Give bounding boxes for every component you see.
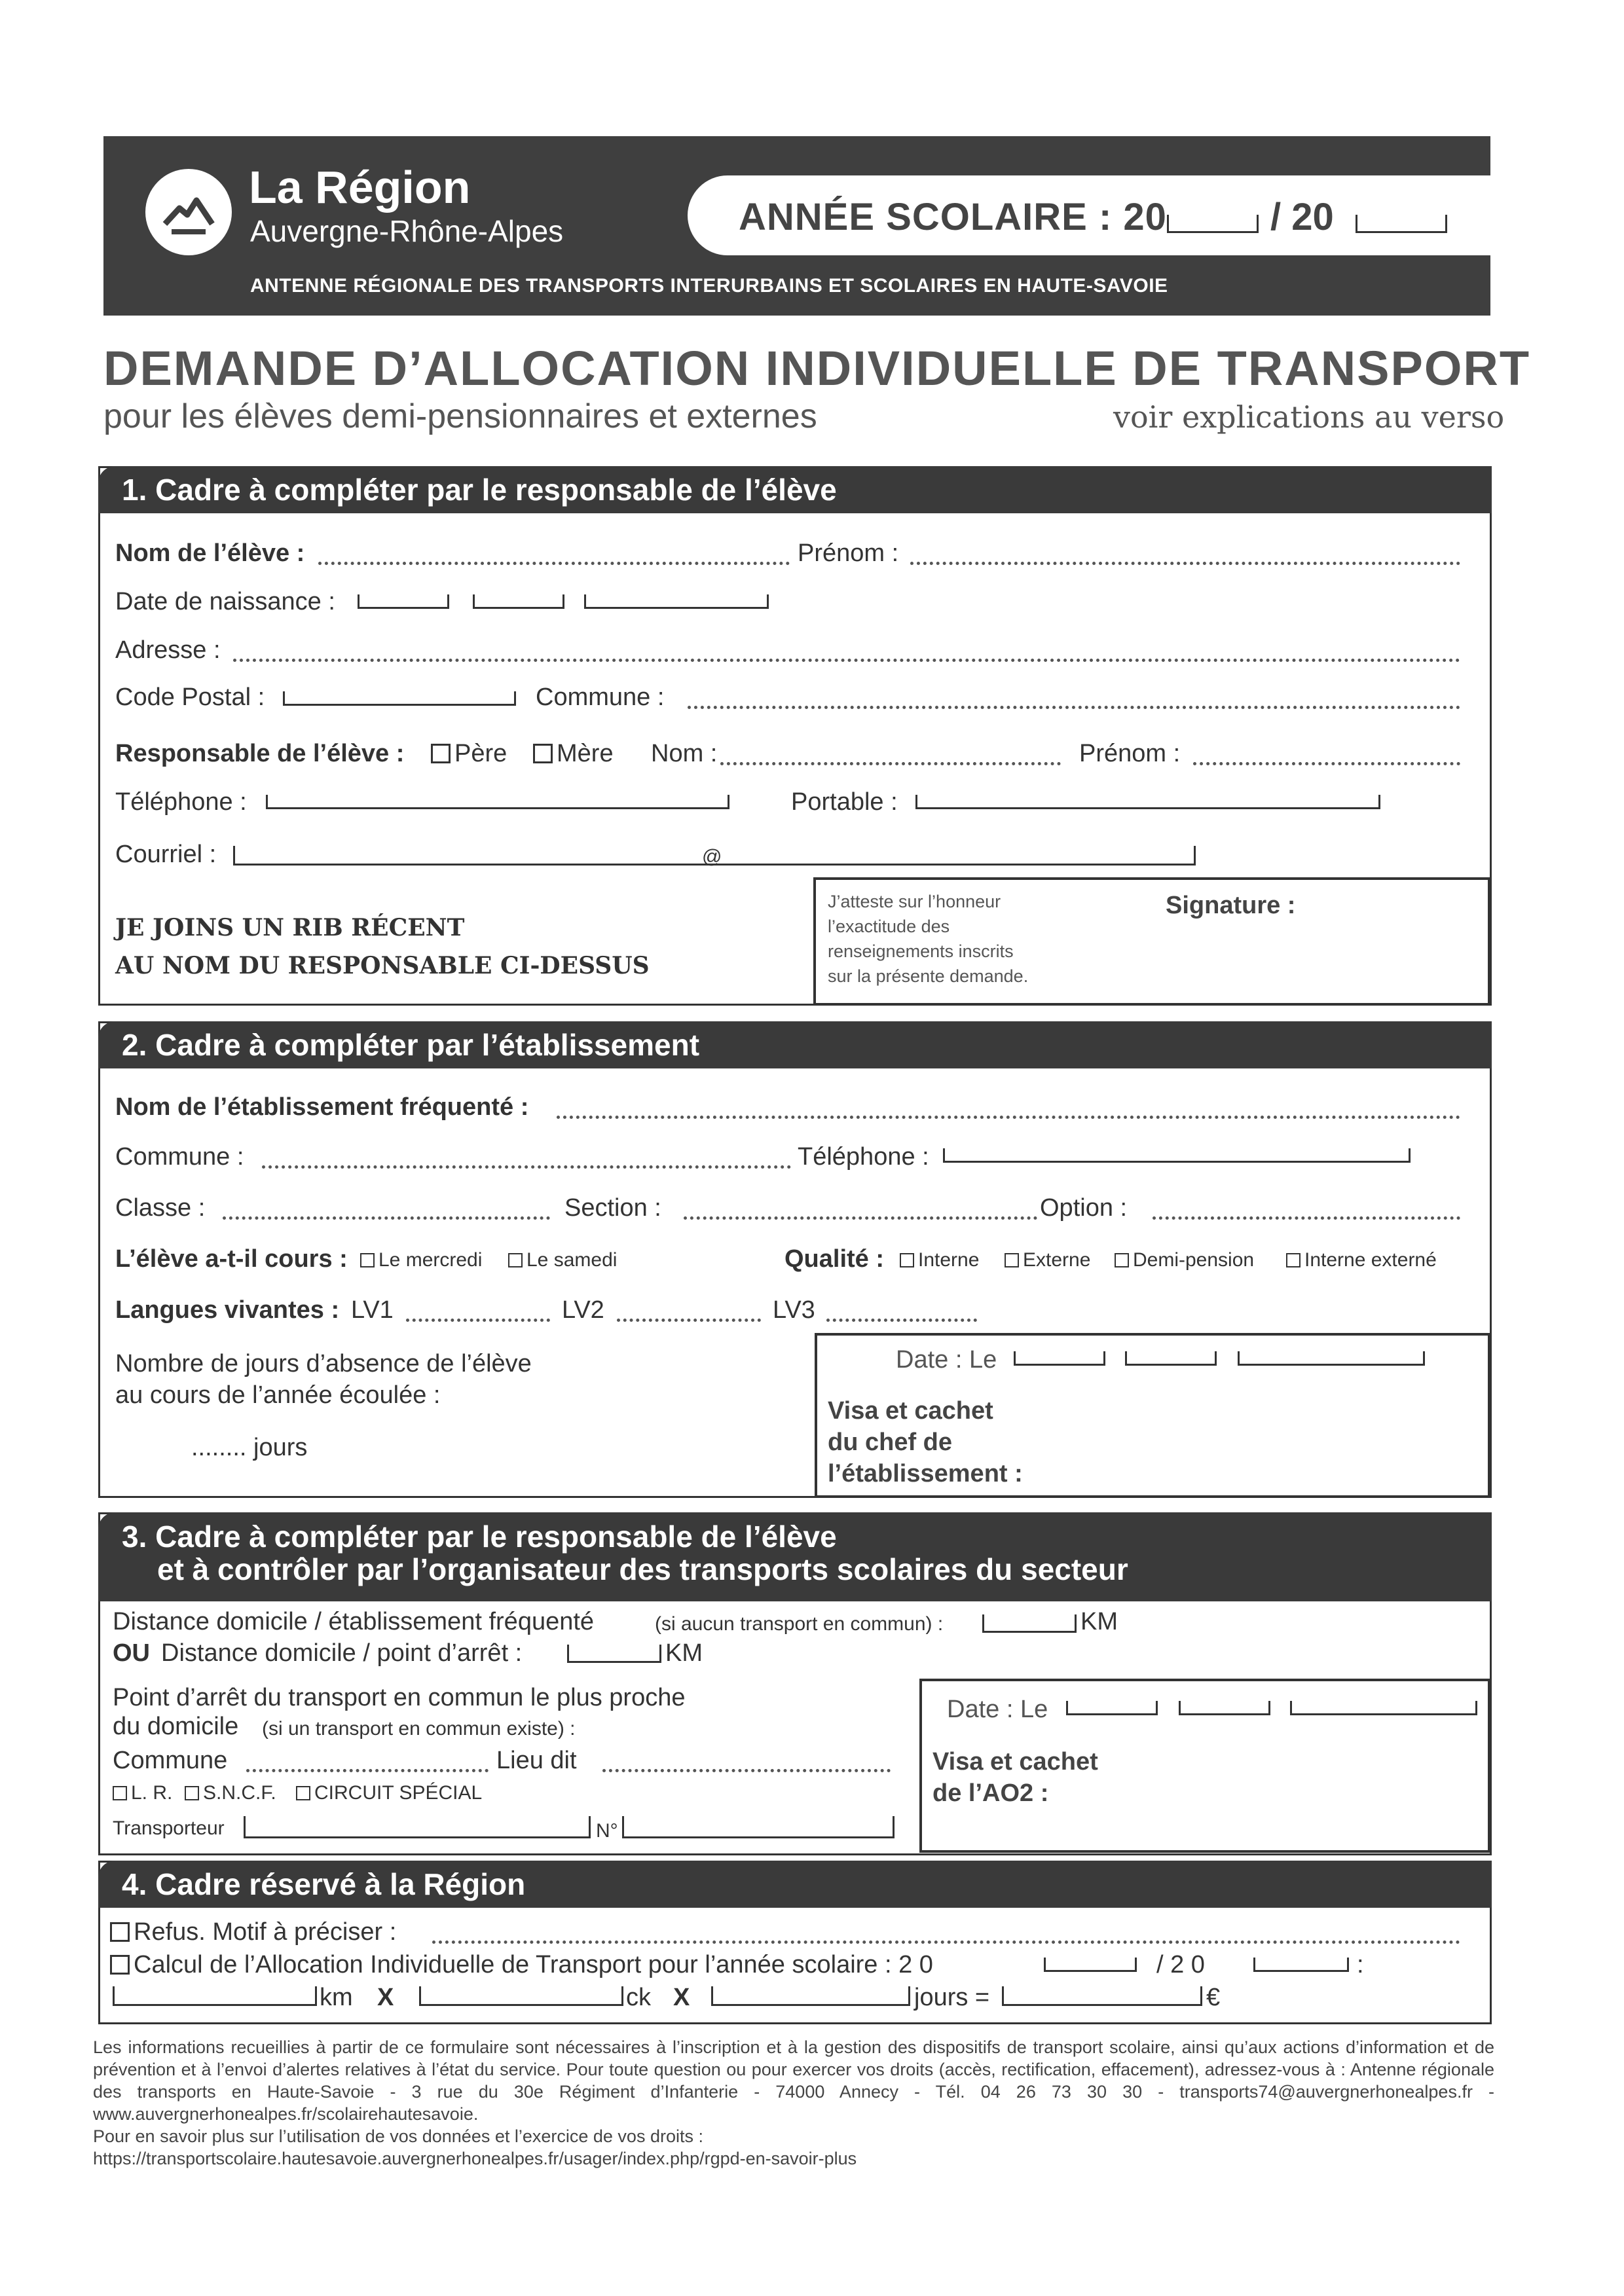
distance-school-note: (si aucun transport en commun) : — [655, 1613, 944, 1635]
school-phone-label: Téléphone : — [798, 1143, 929, 1171]
ao2-date-label: Date : Le — [947, 1696, 1048, 1723]
address-field[interactable] — [233, 659, 1460, 662]
wednesday-option[interactable]: Le mercredi — [360, 1249, 482, 1271]
calc-year-end-field[interactable] — [1253, 1958, 1349, 1972]
refusal-option[interactable]: Refus. Motif à préciser : — [110, 1918, 396, 1946]
calculation-option[interactable]: Calcul de l’Allocation Individuelle de Transport pour l’année scolaire : 2 0 — [110, 1951, 933, 1979]
carrier-label: Transporteur — [113, 1817, 225, 1839]
calculation-checkbox[interactable] — [110, 1955, 130, 1975]
section-field[interactable] — [684, 1216, 1037, 1220]
external-boarder-option[interactable]: Interne externé — [1286, 1249, 1437, 1271]
lv3-field[interactable] — [826, 1319, 977, 1322]
lr-option[interactable]: L. R. — [113, 1782, 172, 1804]
guardian-name-field[interactable] — [720, 762, 1061, 765]
languages-label: Langues vivantes : — [115, 1296, 340, 1324]
school-year-label: ANNÉE SCOLAIRE : 20 — [739, 196, 1167, 238]
calc-year-start-field[interactable] — [1044, 1958, 1137, 1972]
classes-days-label: L’élève a-t-il cours : — [115, 1245, 348, 1273]
guardian-first-name-field[interactable] — [1193, 762, 1460, 765]
multiply-sign-2: X — [673, 1984, 690, 2011]
lr-checkbox[interactable] — [113, 1786, 127, 1800]
brand-name: La Région — [249, 162, 471, 213]
attest-line-3: renseignements inscrits — [828, 941, 1014, 961]
school-visa-line-3: l’établissement : — [828, 1460, 1023, 1487]
absence-line-2: au cours de l’année écoulée : — [115, 1381, 441, 1409]
ck-unit: ck — [626, 1984, 651, 2011]
amount-field[interactable] — [1002, 1986, 1202, 2006]
rgpd-line-1: Pour en savoir plus sur l’utilisation de vos données et l’exercice de vos droits : — [93, 2126, 703, 2146]
carrier-field[interactable] — [244, 1816, 591, 1838]
external-boarder-checkbox[interactable] — [1286, 1253, 1301, 1267]
distance-school-label: Distance domicile / établissement fréquenté — [113, 1608, 595, 1635]
school-visa-line-1: Visa et cachet — [828, 1397, 993, 1425]
signature-label: Signature : — [1166, 892, 1296, 919]
postal-code-field[interactable] — [283, 691, 516, 706]
days-equals: jours = — [914, 1984, 990, 2011]
ao2-date-year[interactable] — [1290, 1701, 1477, 1715]
distance-stop-unit: KM — [665, 1639, 703, 1667]
multiply-sign-1: X — [377, 1984, 394, 2011]
stop-commune-field[interactable] — [246, 1769, 489, 1772]
rgpd-link[interactable]: https://transportscolaire.hautesavoie.auvergnerhonealpes.fr/usager/index.php/rgpd-en-savoir-plus — [93, 2149, 857, 2168]
attest-line-1: J’atteste sur l’honneur — [828, 892, 1001, 911]
boarder-option[interactable]: Interne — [900, 1249, 979, 1271]
absence-days-field[interactable]: ........ jours — [191, 1434, 308, 1461]
special-circuit-option[interactable]: CIRCUIT SPÉCIAL — [296, 1782, 482, 1804]
mother-checkbox[interactable] — [533, 744, 553, 763]
half-board-option[interactable]: Demi-pension — [1115, 1249, 1254, 1271]
address-label: Adresse : — [115, 636, 221, 664]
distance-stop-field[interactable] — [567, 1645, 661, 1663]
brand-subtitle: Auvergne-Rhône-Alpes — [250, 214, 564, 248]
form-subtitle: pour les élèves demi-pensionnaires et externes — [103, 397, 817, 435]
ao2-visa-line-1: Visa et cachet — [932, 1748, 1098, 1776]
father-checkbox[interactable] — [431, 744, 451, 763]
lv2-label: LV2 — [562, 1296, 604, 1324]
calc-colon: : — [1357, 1951, 1364, 1978]
saturday-option[interactable]: Le samedi — [508, 1249, 617, 1271]
distance-school-unit: KM — [1080, 1608, 1118, 1635]
lv1-field[interactable] — [406, 1319, 550, 1322]
stop-commune-label: Commune — [113, 1747, 228, 1774]
or-label: OU — [113, 1639, 150, 1667]
mobile-field[interactable] — [915, 795, 1380, 809]
attest-line-4: sur la présente demande. — [828, 966, 1029, 986]
ao2-date-month[interactable] — [1179, 1701, 1270, 1715]
sncf-checkbox[interactable] — [185, 1786, 199, 1800]
option-label: Option : — [1040, 1194, 1128, 1222]
school-visa-line-2: du chef de — [828, 1429, 953, 1456]
phone-field[interactable] — [266, 795, 729, 809]
section-3-heading-line-2: et à contrôler par l’organisateur des transports scolaires du secteur — [157, 1552, 1128, 1586]
see-back-note: voir explications au verso — [1113, 399, 1505, 435]
mother-option[interactable]: Mère — [533, 740, 614, 768]
school-phone-field[interactable] — [943, 1148, 1411, 1163]
day-student-option[interactable]: Externe — [1005, 1249, 1090, 1271]
km-field[interactable] — [113, 1986, 317, 2006]
school-date-year[interactable] — [1238, 1351, 1425, 1366]
mountain-logo-icon — [145, 169, 232, 255]
distance-stop-label: Distance domicile / point d’arrêt : — [161, 1639, 523, 1667]
ck-field[interactable] — [419, 1986, 623, 2006]
ao2-date-day[interactable] — [1066, 1701, 1158, 1715]
form-title: DEMANDE D’ALLOCATION INDIVIDUELLE DE TRANSPORT — [103, 341, 1531, 395]
school-commune-field[interactable] — [262, 1165, 791, 1169]
school-date-month[interactable] — [1125, 1351, 1217, 1366]
school-name-label: Nom de l’établissement fréquenté : — [115, 1093, 529, 1121]
stop-line-2: du domicile — [113, 1713, 239, 1740]
guardian-name-label: Nom : — [651, 740, 718, 767]
euro-sign: € — [1206, 1984, 1221, 2011]
distance-school-field[interactable] — [982, 1614, 1077, 1633]
school-commune-label: Commune : — [115, 1143, 244, 1171]
postal-code-label: Code Postal : — [115, 683, 265, 711]
year-start-field[interactable] — [1167, 215, 1259, 233]
first-name-field[interactable] — [910, 562, 1460, 565]
first-name-label: Prénom : — [798, 539, 899, 567]
student-name-label: Nom de l’élève : — [115, 539, 305, 567]
guardian-label: Responsable de l’élève : — [115, 740, 405, 767]
phone-label: Téléphone : — [115, 788, 247, 816]
section-label: Section : — [564, 1194, 661, 1222]
ao2-visa-line-2: de l’AO2 : — [932, 1779, 1049, 1807]
section-3-heading — [98, 1512, 1492, 1601]
year-end-field[interactable] — [1356, 215, 1447, 233]
stop-note: (si un transport en commun existe) : — [262, 1718, 576, 1740]
class-label: Classe : — [115, 1194, 206, 1222]
absence-line-1: Nombre de jours d’absence de l’élève — [115, 1350, 532, 1377]
place-name-label: Lieu dit — [496, 1747, 577, 1774]
special-circuit-checkbox[interactable] — [296, 1786, 310, 1800]
privacy-notice — [93, 2036, 1494, 2170]
half-board-checkbox[interactable] — [1115, 1253, 1129, 1267]
km-unit: km — [320, 1984, 353, 2011]
year-separator: / 20 — [1270, 196, 1334, 238]
boarder-checkbox[interactable] — [900, 1253, 914, 1267]
days-field[interactable] — [711, 1986, 910, 2006]
section-2-heading: 2. Cadre à compléter par l’établissement — [98, 1021, 1492, 1068]
section-4-heading: 4. Cadre réservé à la Région — [98, 1861, 1492, 1908]
birth-date-label: Date de naissance : — [115, 588, 335, 615]
email-at-sign: @ — [702, 846, 722, 867]
rib-line-1: JE JOINS UN RIB RÉCENT — [115, 914, 465, 941]
school-name-field[interactable] — [557, 1116, 1460, 1119]
mobile-label: Portable : — [791, 788, 898, 816]
privacy-paragraph: Les informations recueillies à partir de ce formulaire sont nécessaires à l’inscription et à la gestion des dispositifs de transport scolaire, ainsi qu’aux actions d’information et de prévention et à l’envoi d’alertes relatives à l’état du service. Pour toute question ou pour exercer vos droits (accès, rectification, effacement), adressez-vous à : Antenne régionale des transports en Haute-Savoie - 3 rue du 30e Régiment d’Infanterie - 74000 Annecy - Tél. 04 26 73 30 30 - transports74@auvergnerhonealpes.fr - www.auvergnerhonealpes.fr/scolairehautesavoie. — [93, 2037, 1494, 2124]
refusal-reason-field[interactable] — [432, 1941, 1460, 1944]
section-1-heading: 1. Cadre à compléter par le responsable de l’élève — [98, 466, 1492, 513]
stop-line-1: Point d’arrêt du transport en commun le plus proche — [113, 1684, 686, 1711]
birth-year-field[interactable] — [584, 594, 769, 609]
father-option[interactable]: Père — [431, 740, 507, 768]
wednesday-checkbox[interactable] — [360, 1253, 375, 1267]
school-date-label: Date : Le — [896, 1346, 997, 1374]
student-name-field[interactable] — [318, 562, 790, 565]
rib-line-2: AU NOM DU RESPONSABLE CI-DESSUS — [115, 952, 650, 979]
school-date-day[interactable] — [1014, 1351, 1105, 1366]
attest-line-2: l’exactitude des — [828, 917, 950, 936]
email-label: Courriel : — [115, 841, 217, 868]
section-3-heading-line-1: 3. Cadre à compléter par le responsable de l’élève — [122, 1520, 837, 1554]
antenne-label: ANTENNE RÉGIONALE DES TRANSPORTS INTERURBAINS ET SCOLAIRES EN HAUTE-SAVOIE — [250, 275, 1168, 297]
place-name-field[interactable] — [602, 1769, 891, 1772]
saturday-checkbox[interactable] — [508, 1253, 523, 1267]
status-label: Qualité : — [784, 1245, 885, 1273]
lv2-field[interactable] — [617, 1319, 761, 1322]
birth-month-field[interactable] — [473, 594, 564, 609]
guardian-first-name-label: Prénom : — [1079, 740, 1181, 767]
class-field[interactable] — [223, 1216, 550, 1220]
day-student-checkbox[interactable] — [1005, 1253, 1019, 1267]
commune-field[interactable] — [688, 706, 1460, 709]
sncf-option[interactable]: S.N.C.F. — [185, 1782, 276, 1804]
lv3-label: LV3 — [773, 1296, 815, 1324]
option-field[interactable] — [1153, 1216, 1460, 1220]
calc-year-separator: / 2 0 — [1156, 1951, 1205, 1978]
refusal-checkbox[interactable] — [110, 1922, 130, 1942]
commune-label: Commune : — [536, 683, 665, 711]
lv1-label: LV1 — [351, 1296, 394, 1324]
birth-day-field[interactable] — [358, 594, 449, 609]
number-label: N° — [596, 1820, 618, 1842]
number-field[interactable] — [622, 1816, 895, 1838]
